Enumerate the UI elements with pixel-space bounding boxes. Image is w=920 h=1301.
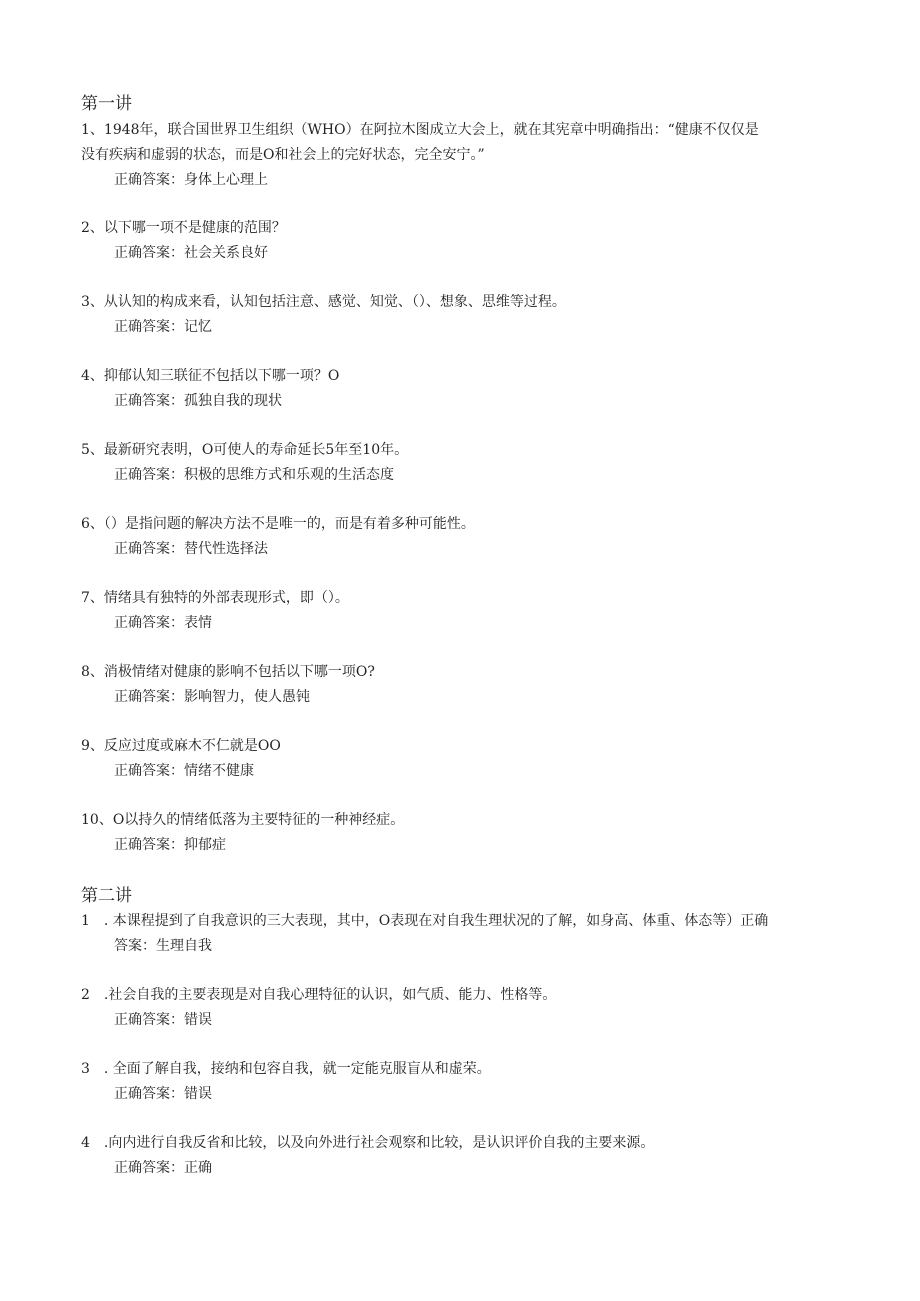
answer-text: 答案：生理自我 bbox=[114, 938, 212, 954]
question-text-continued: 没有疾病和虚弱的状态，而是O和社会上的完好状态，完全安宁。” bbox=[81, 147, 485, 163]
question-text: 4 .向内进行自我反省和比较，以及向外进行社会观察和比较，是认识评价自我的主要来源。 bbox=[81, 1135, 655, 1151]
answer-text: 正确答案：影响智力，使人愚钝 bbox=[114, 689, 310, 705]
question-text: 5、最新研究表明，O可使人的寿命延长5年至10年。 bbox=[81, 442, 409, 458]
answer-text: 正确答案：抑郁症 bbox=[114, 837, 226, 853]
question-text: 1、1948年，联合国世界卫生组织（WHO）在阿拉木图成立大会上，就在其宪章中明确指出：“健康不仅仅是 bbox=[81, 122, 759, 138]
answer-text: 正确答案：社会关系良好 bbox=[114, 245, 268, 261]
question-text: 2、以下哪一项不是健康的范围？ bbox=[81, 220, 286, 236]
question-text: 9、反应过度或麻木不仁就是OO bbox=[81, 738, 281, 754]
question-text: 10、O以持久的情绪低落为主要特征的一种神经症。 bbox=[81, 812, 405, 828]
answer-text: 正确答案：身体上心理上 bbox=[114, 172, 268, 188]
question-text: 7、情绪具有独特的外部表现形式，即（）。 bbox=[81, 590, 349, 606]
answer-text: 正确答案：错误 bbox=[114, 1086, 212, 1102]
answer-text: 正确答案：替代性选择法 bbox=[114, 541, 268, 557]
question-text: 3、从认知的构成来看，认知包括注意、感觉、知觉、（）、想象、思维等过程。 bbox=[81, 294, 566, 310]
answer-text: 正确答案：情绪不健康 bbox=[114, 763, 254, 779]
question-text: 4、抑郁认知三联征不包括以下哪一项？O bbox=[81, 368, 340, 384]
answer-text: 正确答案：孤独自我的现状 bbox=[114, 393, 282, 409]
question-text: 8、消极情绪对健康的影响不包括以下哪一项O? bbox=[81, 664, 375, 680]
answer-text: 正确答案：正确 bbox=[114, 1160, 212, 1176]
answer-text: 正确答案：记忆 bbox=[114, 319, 212, 335]
answer-text: 正确答案：表情 bbox=[114, 615, 212, 631]
question-text: 3 . 全面了解自我，接纳和包容自我，就一定能克服盲从和虚荣。 bbox=[81, 1061, 491, 1077]
question-text: 6、（）是指问题的解决方法不是唯一的，而是有着多种可能性。 bbox=[81, 516, 475, 532]
question-text: 2 .社会自我的主要表现是对自我心理特征的认识，如气质、能力、性格等。 bbox=[81, 987, 557, 1003]
answer-text: 正确答案：积极的思维方式和乐观的生活态度 bbox=[114, 467, 394, 483]
section-title: 第二讲 bbox=[81, 886, 132, 906]
section-title: 第一讲 bbox=[81, 94, 132, 114]
answer-text: 正确答案：错误 bbox=[114, 1012, 212, 1028]
question-text: 1 . 本课程提到了自我意识的三大表现，其中，O表现在对自我生理状况的了解，如身高、体重、体态等）正确 bbox=[81, 913, 769, 929]
